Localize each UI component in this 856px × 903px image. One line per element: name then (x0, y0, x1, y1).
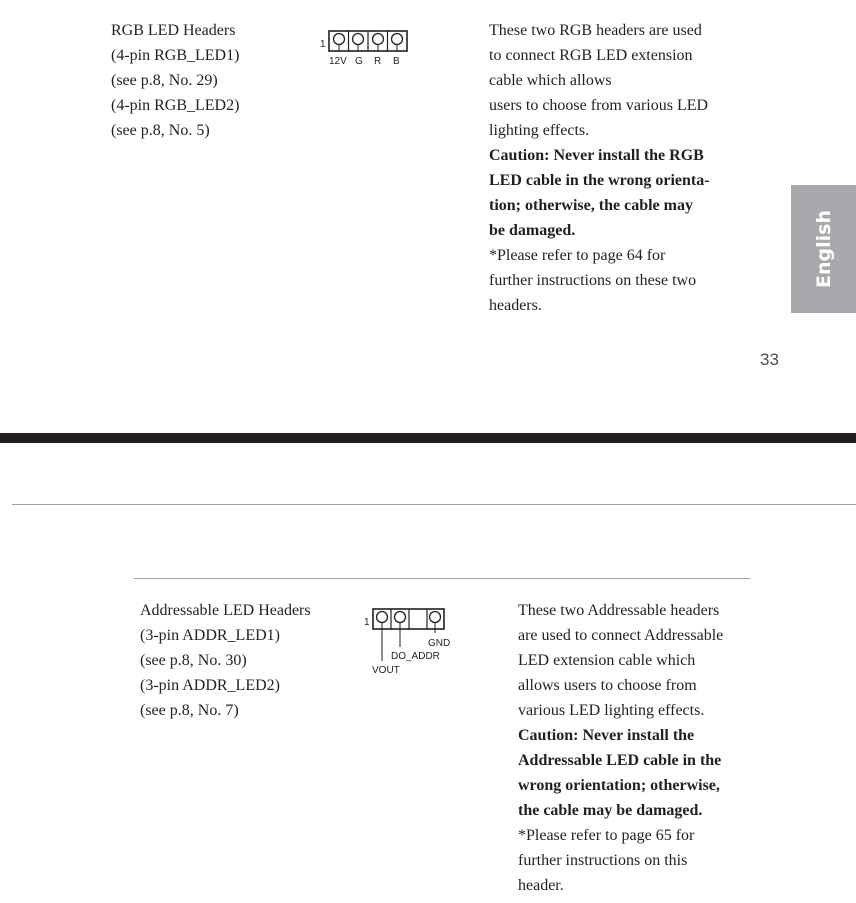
addr-caution-line: wrong orientation; otherwise, (518, 777, 720, 794)
addr-description-line: are used to connect Addressable (518, 627, 724, 644)
addr-description-line: various LED lighting effects. (518, 702, 705, 719)
addr-pin-one-label: 1 (364, 617, 370, 628)
rgb-title-line: (4-pin RGB_LED1) (111, 47, 240, 64)
addr-description-line: These two Addressable headers (518, 602, 720, 619)
rgb-pin-label-g: G (355, 56, 363, 67)
rgb-pin-label-12v: 12V (329, 56, 347, 67)
rgb-description-line: cable which allows (489, 72, 612, 89)
page-separator-bar (0, 433, 856, 443)
language-tab-label: English (812, 210, 835, 288)
rgb-caution-line: Caution: Never install the RGB (489, 147, 704, 164)
rgb-description-line: users to choose from various LED (489, 97, 709, 114)
rgb-note-line: *Please refer to page 64 for (489, 247, 666, 264)
rgb-pin-label-b: B (393, 56, 400, 67)
rgb-title-line: (see p.8, No. 5) (111, 122, 210, 139)
language-tab (791, 185, 856, 313)
rgb-pin-label-r: R (374, 56, 382, 67)
rgb-note-line: headers. (489, 297, 542, 314)
addr-description-line: allows users to choose from (518, 677, 697, 694)
rgb-caution-line: tion; otherwise, the cable may (489, 197, 693, 214)
addr-description-line: LED extension cable which (518, 652, 696, 669)
rgb-title-line: (see p.8, No. 29) (111, 72, 218, 89)
addr-title-line: (see p.8, No. 30) (140, 652, 247, 669)
rgb-description-line: These two RGB headers are used (489, 22, 702, 39)
page-number: 33 (760, 350, 779, 369)
rgb-title-line: RGB LED Headers (111, 22, 236, 39)
addr-gnd-label: GND (428, 638, 451, 649)
addr-title-line: Addressable LED Headers (140, 602, 311, 619)
addr-note-line: further instructions on this (518, 852, 688, 869)
addr-pin-diagram (360, 605, 460, 677)
addr-caution-line: the cable may be damaged. (518, 802, 703, 819)
addr-note-line: header. (518, 877, 564, 894)
addr-note-line: *Please refer to page 65 for (518, 827, 695, 844)
addr-title-line: (3-pin ADDR_LED1) (140, 627, 280, 644)
rgb-description-line: lighting effects. (489, 122, 590, 139)
rgb-caution-line: LED cable in the wrong orienta- (489, 172, 710, 189)
addr-title-line: (3-pin ADDR_LED2) (140, 677, 280, 694)
rgb-pin-diagram (318, 26, 418, 70)
addr-caution-line: Caution: Never install the (518, 727, 695, 744)
addr-do-addr-label: DO_ADDR (391, 651, 440, 662)
page-top-rule (12, 504, 856, 505)
rgb-caution-line: be damaged. (489, 222, 576, 239)
rgb-note-line: further instructions on these two (489, 272, 697, 289)
section-divider (134, 578, 750, 579)
rgb-pin-one-label: 1 (320, 39, 326, 50)
rgb-title-line: (4-pin RGB_LED2) (111, 97, 240, 114)
addr-vout-label: VOUT (372, 665, 400, 676)
rgb-description-line: to connect RGB LED extension (489, 47, 693, 64)
addr-caution-line: Addressable LED cable in the (518, 752, 722, 769)
addr-title-line: (see p.8, No. 7) (140, 702, 239, 719)
